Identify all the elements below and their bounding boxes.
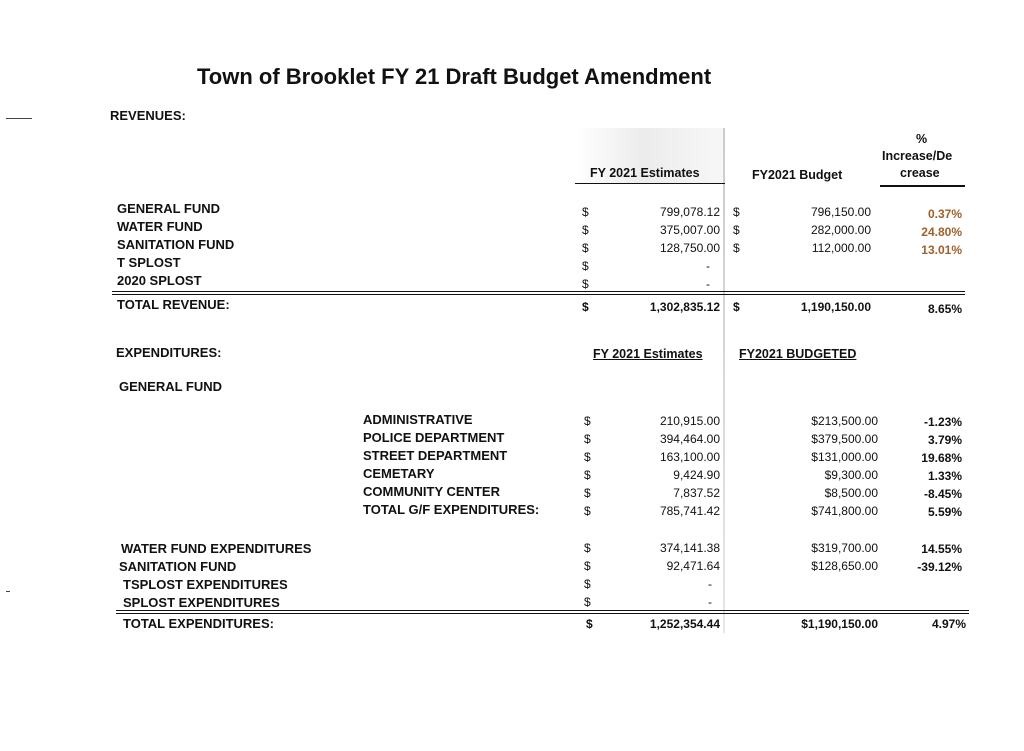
expenditure-label: WATER FUND EXPENDITURES xyxy=(121,541,312,556)
gf-pct: 1.33% xyxy=(927,469,962,483)
revenue-col-budget: FY2021 Budget xyxy=(752,168,843,182)
gf-label: POLICE DEPARTMENT xyxy=(363,430,505,445)
dollar-sign: $ xyxy=(582,205,589,219)
gf-label: ADMINISTRATIVE xyxy=(363,412,473,427)
gf-budget: $213,500.00 xyxy=(811,414,878,428)
gf-label: COMMUNITY CENTER xyxy=(363,484,500,499)
gf-pct: 3.79% xyxy=(927,433,962,447)
total-rule xyxy=(116,610,969,611)
dollar-sign: $ xyxy=(584,450,591,464)
revenue-label: 2020 SPLOST xyxy=(117,273,202,288)
expenditure-pct: 14.55% xyxy=(921,542,962,556)
dollar-sign: $ xyxy=(584,414,591,428)
dollar-sign: $ xyxy=(584,559,591,573)
revenue-budget: 112,000.00 xyxy=(811,241,871,255)
gf-estimate: 9,424.90 xyxy=(673,468,720,482)
column-divider xyxy=(723,128,725,633)
revenue-budget: 282,000.00 xyxy=(810,223,871,237)
revenue-estimate: - xyxy=(706,277,710,291)
expenditure-estimate: - xyxy=(708,577,712,591)
total-rule xyxy=(112,294,965,295)
total-expenditures-pct: 4.97% xyxy=(931,617,966,631)
revenue-estimate: 799,078.12 xyxy=(659,205,720,219)
revenue-label: SANITATION FUND xyxy=(117,237,235,252)
revenue-pct: 24.80% xyxy=(921,225,962,239)
dollar-sign: $ xyxy=(582,259,589,273)
revenue-col-estimates: FY 2021 Estimates xyxy=(590,166,700,180)
dollar-sign: $ xyxy=(584,468,591,482)
revenue-budget: 796,150.00 xyxy=(810,205,871,219)
margin-mark xyxy=(6,118,32,119)
gf-label: CEMETARY xyxy=(363,466,435,481)
revenue-label: GENERAL FUND xyxy=(117,201,221,216)
gf-total-pct: 5.59% xyxy=(927,505,962,519)
gf-budget: $379,500.00 xyxy=(811,432,878,446)
expenditure-label: SPLOST EXPENDITURES xyxy=(123,595,280,610)
gf-estimate: 163,100.00 xyxy=(659,450,720,464)
dollar-sign: $ xyxy=(733,205,740,219)
gf-pct: 19.68% xyxy=(921,451,962,465)
general-fund-heading: GENERAL FUND xyxy=(119,379,223,394)
dollar-sign: $ xyxy=(582,241,589,255)
expenditure-pct: -39.12% xyxy=(917,560,962,574)
header-underline xyxy=(880,185,965,187)
dollar-sign: $ xyxy=(584,595,591,609)
gf-label: STREET DEPARTMENT xyxy=(363,448,508,463)
gf-budget: $131,000.00 xyxy=(811,450,878,464)
revenue-label: WATER FUND xyxy=(117,219,203,234)
revenues-heading: REVENUES: xyxy=(110,108,186,123)
dollar-sign: $ xyxy=(584,432,591,446)
dollar-sign: $ xyxy=(582,300,589,314)
dollar-sign: $ xyxy=(582,277,589,291)
expenditure-estimate: 374,141.38 xyxy=(659,541,720,555)
total-rule xyxy=(112,291,965,292)
total-revenue-budget: 1,190,150.00 xyxy=(800,300,871,314)
revenue-pct: 13.01% xyxy=(921,243,962,257)
total-revenue-estimate: 1,302,835.12 xyxy=(649,300,720,314)
gf-estimate: 7,837.52 xyxy=(673,486,720,500)
total-expenditures-budget: $1,190,150.00 xyxy=(801,617,878,631)
gf-pct: -8.45% xyxy=(923,487,962,501)
page-title: Town of Brooklet FY 21 Draft Budget Amendment xyxy=(197,64,712,89)
gf-total-estimate: 785,741.42 xyxy=(659,504,720,518)
dollar-sign: $ xyxy=(584,577,591,591)
total-revenue-pct: 8.65% xyxy=(927,302,962,316)
gf-budget: $9,300.00 xyxy=(824,468,878,482)
gf-estimate: 394,464.00 xyxy=(659,432,720,446)
expenditure-estimate: - xyxy=(708,595,712,609)
revenue-pct: 0.37% xyxy=(927,207,962,221)
gf-total-label: TOTAL G/F EXPENDITURES: xyxy=(363,502,540,517)
total-expenditures-estimate: 1,252,354.44 xyxy=(649,617,720,631)
expenditure-col-estimates: FY 2021 Estimates xyxy=(593,347,703,361)
expenditure-estimate: 92,471.64 xyxy=(666,559,720,573)
dollar-sign: $ xyxy=(584,486,591,500)
revenue-col-pct-2: Increase/De xyxy=(882,149,953,163)
total-revenue-label: TOTAL REVENUE: xyxy=(117,297,230,312)
margin-mark xyxy=(6,591,10,592)
expenditure-budget: $128,650.00 xyxy=(811,559,878,573)
dollar-sign: $ xyxy=(584,541,591,555)
dollar-sign: $ xyxy=(733,223,740,237)
gf-estimate: 210,915.00 xyxy=(659,414,720,428)
gf-budget: $8,500.00 xyxy=(824,486,878,500)
expenditure-label: SANITATION FUND xyxy=(119,559,237,574)
total-expenditures-label: TOTAL EXPENDITURES: xyxy=(123,616,274,631)
revenue-col-pct-1: % xyxy=(916,132,928,146)
dollar-sign: $ xyxy=(733,300,740,314)
revenue-estimate: 128,750.00 xyxy=(659,241,720,255)
expenditure-label: TSPLOST EXPENDITURES xyxy=(123,577,288,592)
dollar-sign: $ xyxy=(586,617,593,631)
revenue-col-pct-3: crease xyxy=(900,166,940,180)
expenditure-budget: $319,700.00 xyxy=(811,541,878,555)
revenue-estimate: - xyxy=(706,259,710,273)
dollar-sign: $ xyxy=(584,504,591,518)
expenditure-col-budget: FY2021 BUDGETED xyxy=(739,347,857,361)
revenue-label: T SPLOST xyxy=(117,255,181,270)
expenditures-heading: EXPENDITURES: xyxy=(116,345,222,360)
gf-pct: -1.23% xyxy=(923,415,962,429)
total-rule xyxy=(116,613,969,614)
gf-total-budget: $741,800.00 xyxy=(811,504,878,518)
dollar-sign: $ xyxy=(733,241,740,255)
dollar-sign: $ xyxy=(582,223,589,237)
revenue-estimate: 375,007.00 xyxy=(659,223,720,237)
header-underline xyxy=(575,183,725,184)
